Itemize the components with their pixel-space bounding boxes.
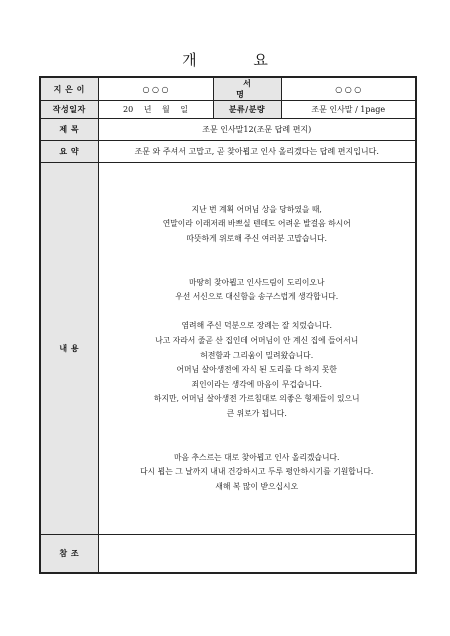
content-line: 마땅히 찾아뵙고 인사드림이 도리이오나 xyxy=(189,277,325,287)
content-line: 죄인이라는 생각에 마음이 무겁습니다. xyxy=(191,379,322,389)
content-line: 다시 뵙는 그 날까지 내내 건강하시고 두루 평안하시기를 기원합니다. xyxy=(140,467,374,477)
content-blank-line xyxy=(103,421,412,436)
summary-label: 요 약 xyxy=(40,141,98,163)
content-line: 따뜻하게 위로해 주신 여러분 고맙습니다. xyxy=(186,233,327,243)
reference-value xyxy=(98,535,416,573)
content-blank-line xyxy=(103,436,412,451)
row-summary xyxy=(40,141,416,163)
document-heading: 개 요 xyxy=(182,51,294,69)
title-value: 조문 인사말12(조문 답례 편지) xyxy=(98,119,416,141)
content-blank-line xyxy=(103,246,412,261)
summary-value: 조문 와 주셔서 고맙고, 곧 찾아뵙고 인사 올리겠다는 답례 편지입니다. xyxy=(98,141,416,163)
content-lines xyxy=(103,203,412,495)
author-label: 지 은 이 xyxy=(40,77,98,101)
content-line: 염려해 주신 덕분으로 장례는 잘 치렀습니다. xyxy=(181,321,332,331)
row-author xyxy=(40,77,416,101)
category-label: 분류/분량 xyxy=(213,101,281,119)
content-label: 내 용 xyxy=(40,163,98,535)
signature-value: ○ ○ ○ xyxy=(281,77,416,101)
reference-label: 참 조 xyxy=(40,535,98,573)
content-blank-line xyxy=(103,261,412,276)
row-date xyxy=(40,101,416,119)
signature-label: 서 명 xyxy=(213,77,281,101)
row-content xyxy=(40,163,416,535)
date-label: 작성일자 xyxy=(40,101,98,119)
content-line: 새해 복 많이 받으십시오 xyxy=(215,481,299,491)
content-line: 지난 번 계획 어머님 상을 당하였을 때, xyxy=(191,204,322,214)
category-value: 조문 인사말 / 1page xyxy=(281,101,416,119)
content-body xyxy=(98,163,416,535)
content-line: 우선 서신으로 대신함을 송구스럽게 생각합니다. xyxy=(175,292,339,302)
content-line: 하지만, 어머님 살아생전 가르침대로 의좋은 형제들이 있으니 xyxy=(153,394,360,404)
row-title xyxy=(40,119,416,141)
author-value: ○ ○ ○ xyxy=(98,77,213,101)
summary-form-table xyxy=(39,76,417,574)
content-line: 큰 위로가 됩니다. xyxy=(226,408,287,418)
content-line: 마음 추스르는 대로 찾아뵙고 인사 올리겠습니다. xyxy=(173,452,340,462)
row-reference xyxy=(40,535,416,573)
title-label: 제 목 xyxy=(40,119,98,141)
date-value: 20 년 월 일 xyxy=(98,101,213,119)
content-blank-line xyxy=(103,305,412,320)
content-line: 연말이라 이래저래 바쁘실 텐데도 어려운 발걸음 하시어 xyxy=(162,219,351,229)
content-line: 허전함과 그리움이 밀려왔습니다. xyxy=(200,350,314,360)
content-line: 나고 자라서 줄곧 산 집인데 어머님이 안 계신 집에 들어서니 xyxy=(155,335,359,345)
content-line: 어머님 살아생전에 자식 된 도리를 다 하지 못한 xyxy=(176,365,337,375)
